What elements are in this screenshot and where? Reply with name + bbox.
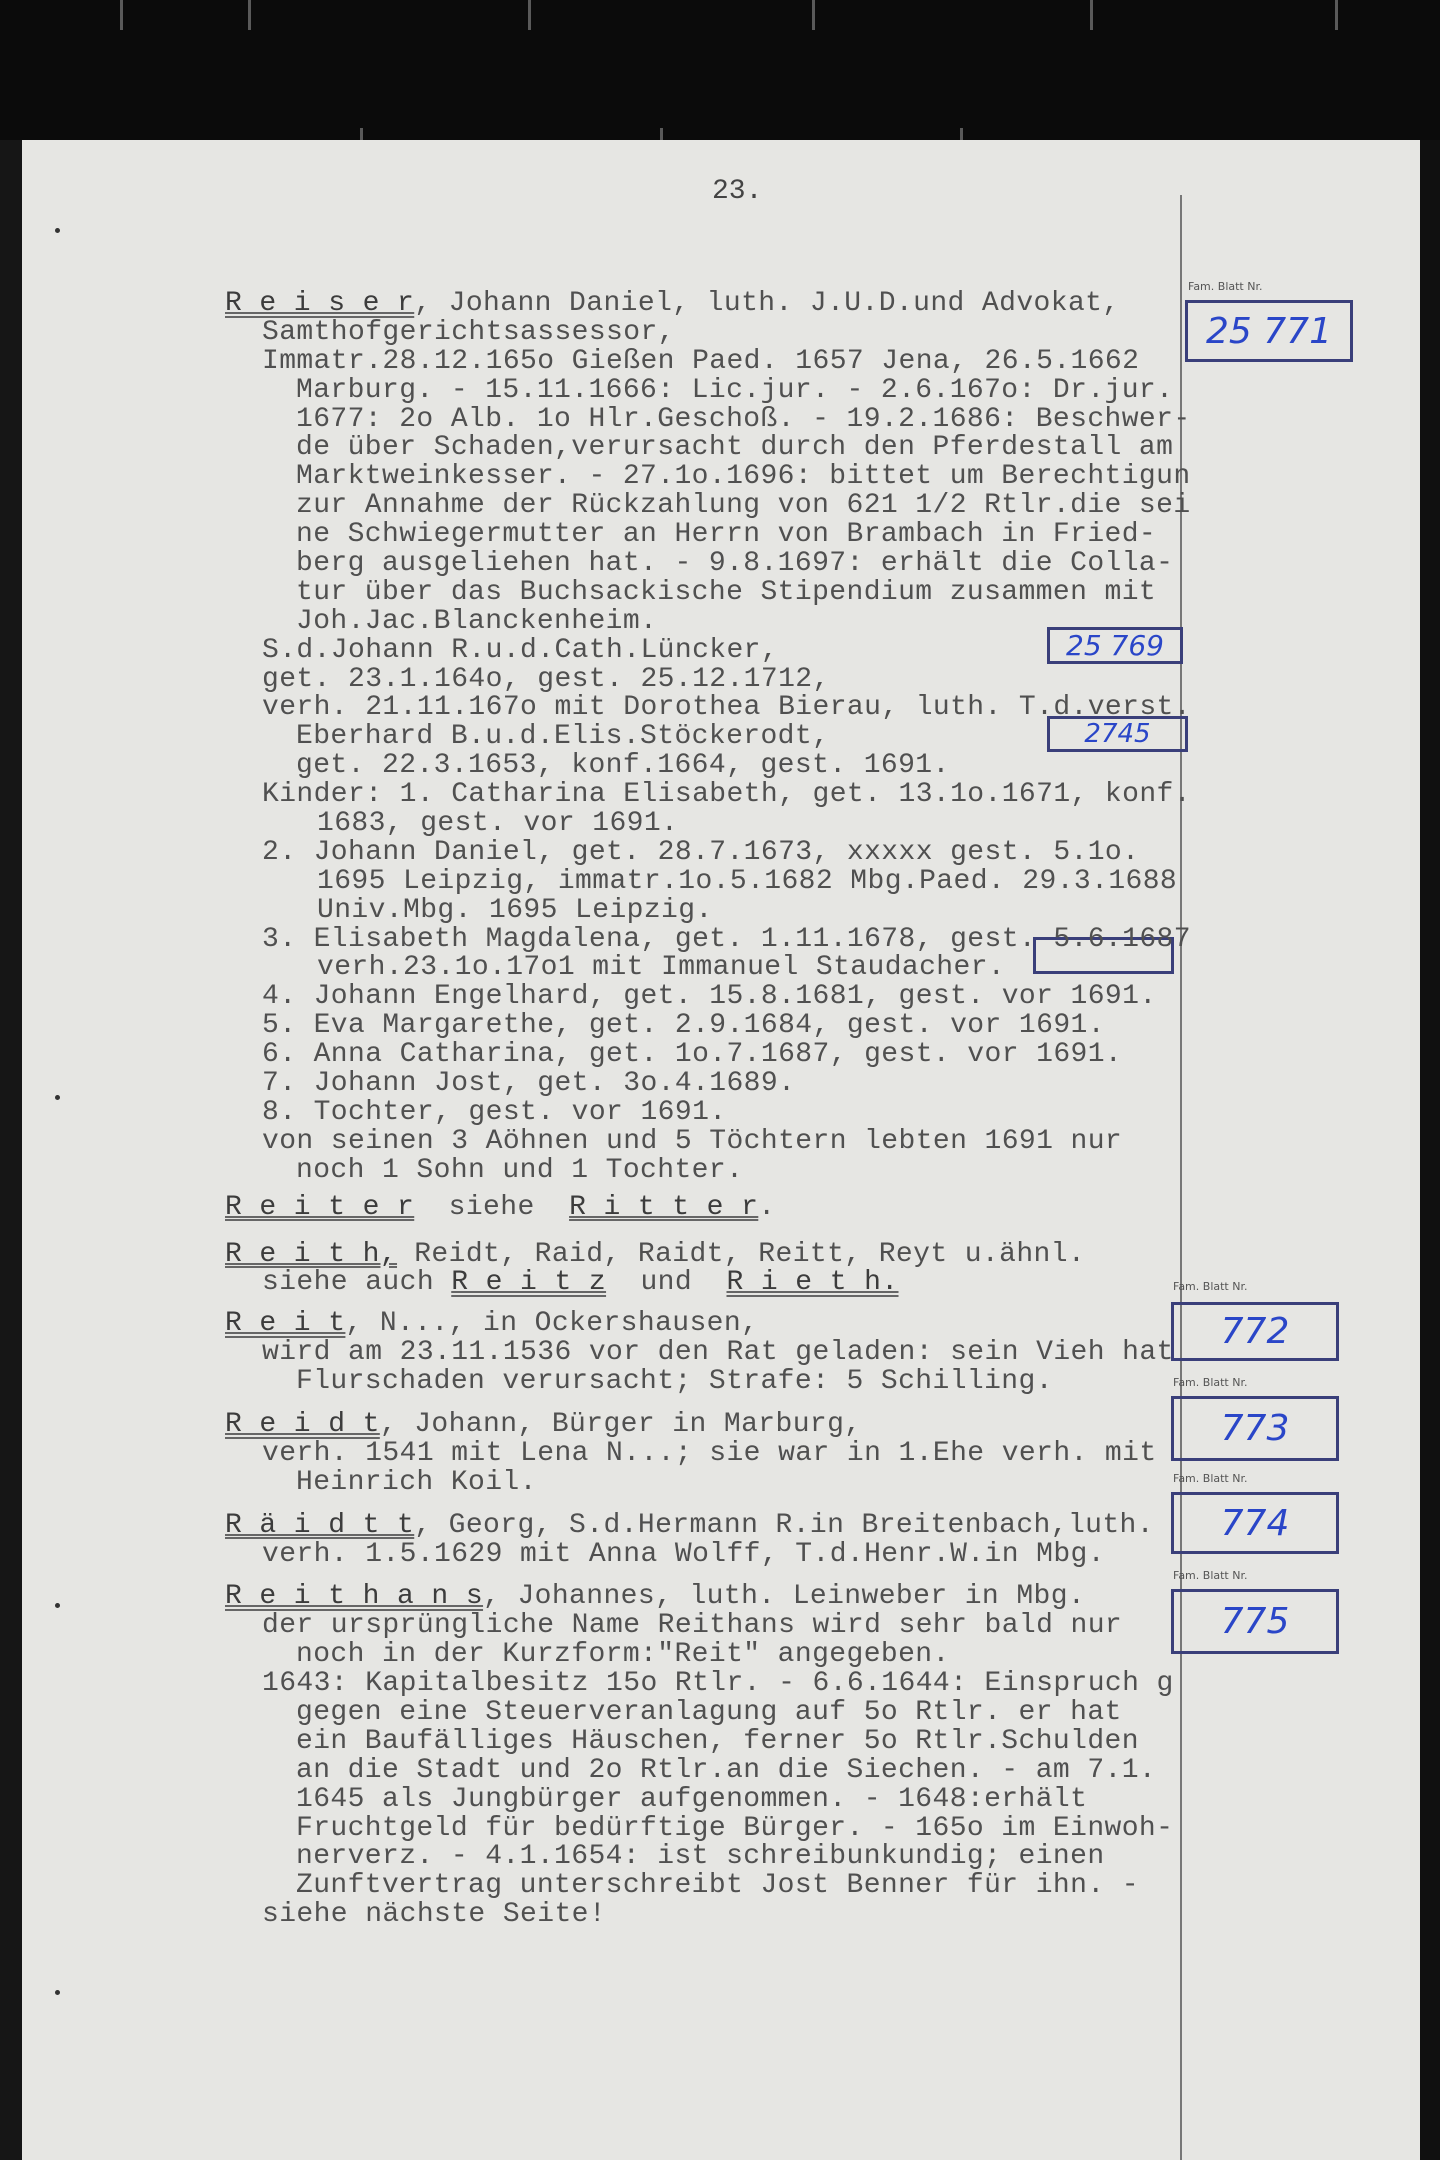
stamp-label: Fam. Blatt Nr. [1173,1569,1248,1582]
text-line: 2. Johann Daniel, get. 28.7.1673, xxxxx gest. 5.1o. [262,836,1140,868]
text-line: get. 23.1.164o, gest. 25.12.1712, [262,663,830,695]
surname: R e i d t [225,1408,380,1440]
text-line: Heinrich Koil. [296,1466,537,1498]
text-line: zur Annahme der Rückzahlung von 621 1/2 Rtlr.die sei [296,490,1191,522]
ruler-tick [248,0,251,30]
text-line: , Johann, Bürger in Marburg, [379,1408,862,1440]
text-line: Marburg. - 15.11.1666: Lic.jur. - 2.6.167o: Dr.jur. [296,374,1174,406]
text-line: nerverz. - 4.1.1654: ist schreibunkundig; einen [296,1841,1105,1873]
text-line: der ursprüngliche Name Reithans wird sehr bald nur [262,1610,1123,1642]
text-line [0,1269,1440,1298]
stamp-label: Fam. Blatt Nr. [1173,1376,1248,1389]
text-line: Joh.Jac.Blanckenheim. [296,605,658,637]
text-line: verh. 21.11.167o mit Dorothea Bierau, luth. T.d.verst. [262,692,1191,724]
page-number: 23. [712,176,763,207]
cross-reference: R i e t h. [726,1267,899,1299]
family-sheet-stamp: 772 [1171,1302,1339,1361]
punch-mark [55,1990,60,1995]
surname: R e i t [225,1308,346,1340]
ruler-tick [1090,0,1093,30]
family-sheet-stamp: 25 771 [1185,300,1353,362]
text-line: Immatr.28.12.165o Gießen Paed. 1657 Jena, 26.5.1662 [262,345,1140,377]
text-line: 1695 Leipzig, immatr.1o.5.1682 Mbg.Paed. 29.3.1688 [317,865,1178,897]
text-line: tur über das Buchsackische Stipendium zusammen mit [296,576,1157,608]
family-sheet-stamp: 773 [1171,1396,1339,1461]
entry-heading [0,1238,1440,1270]
entry-heading [0,1191,1440,1223]
text-line: ne Schwiegermutter an Herrn von Brambach in Fried- [296,519,1157,551]
ruler-tick [1335,0,1338,30]
text-line: und [606,1267,727,1299]
text-line: 1643: Kapitalbesitz 15o Rtlr. - 6.6.1644: Einspruch g [262,1668,1174,1700]
text-line: 6. Anna Catharina, get. 1o.7.1687, gest. vor 1691. [262,1039,1123,1071]
text-line: Samthofgerichtsassessor, [262,316,675,348]
text-line: S.d.Johann R.u.d.Cath.Lüncker, [262,634,779,666]
ruler-tick [960,128,963,140]
ruler-tick [360,128,363,140]
text-line: 8. Tochter, gest. vor 1691. [262,1096,727,1128]
text-line: Eberhard B.u.d.Elis.Stöckerodt, [296,721,830,753]
text-line: 7. Johann Jost, get. 3o.4.1689. [262,1068,796,1100]
text-line: 1645 als Jungbürger aufgenommen. - 1648:erhält [296,1783,1088,1815]
stamp-label: Fam. Blatt Nr. [1188,280,1263,293]
text-line: verh. 1.5.1629 mit Anna Wolff, T.d.Henr.W.in Mbg. [262,1538,1105,1570]
cross-reference: R e i t z [451,1267,607,1299]
surname: R e i t h a n s [225,1581,484,1613]
text-line: an die Stadt und 2o Rtlr.an die Siechen. - am 7.1. [296,1754,1157,1786]
text-line: Reidt, Raid, Raidt, Reitt, Reyt u.ähnl. [397,1238,1086,1270]
family-sheet-stamp: 775 [1171,1589,1339,1654]
text-line: ein Baufälliges Häuschen, ferner 5o Rtlr.Schulden [296,1725,1139,1757]
ruler-tick [660,128,663,140]
ruler-tick [812,0,815,30]
ruler-tick [120,0,123,30]
text-line: verh. 1541 mit Lena N...; sie war in 1.Ehe verh. mit [262,1437,1157,1469]
text-line: , Johannes, luth. Leinweber in Mbg. [483,1581,1086,1613]
text-line: 1683, gest. vor 1691. [317,808,679,840]
text-line: siehe nächste Seite! [262,1899,607,1931]
family-sheet-stamp: 2745 [1047,716,1188,752]
text-line: gegen eine Steuerveranlagung auf 5o Rtlr. er hat [296,1696,1122,1728]
text-line: 3. Elisabeth Magdalena, get. 1.11.1678, gest. 5.6.1687 [262,923,1191,955]
typed-text [0,290,1440,1930]
scanner-background [0,0,1440,140]
text-line: Marktweinkesser. - 27.1o.1696: bittet um Berechtigun [296,461,1191,493]
surname: R e i t h, [225,1238,398,1270]
surname: R e i t e r [225,1191,415,1223]
text-line: von seinen 3 Aöhnen und 5 Töchtern lebten 1691 nur [262,1125,1123,1157]
ruler-tick [528,0,531,30]
text-line: de über Schaden,verursacht durch den Pferdestall am [296,432,1174,464]
text-line: get. 22.3.1653, konf.1664, gest. 1691. [296,750,950,782]
text-line: wird am 23.11.1536 vor den Rat geladen: sein Vieh hat [262,1337,1174,1369]
text-line: , Johann Daniel, luth. J.U.D.und Advokat, [414,288,1120,319]
text-line: siehe auch [262,1267,452,1299]
text-line: 4. Johann Engelhard, get. 15.8.1681, gest. vor 1691. [262,981,1157,1013]
text-line: siehe [414,1191,570,1223]
text-line: Flurschaden verursacht; Strafe: 5 Schilling. [296,1366,1053,1398]
text-line: Univ.Mbg. 1695 Leipzig. [317,894,713,926]
text-line: Fruchtgeld für bedürftige Bürger. - 165o im Einwoh- [296,1812,1174,1844]
entry-heading [0,1408,1440,1440]
text-line: . [758,1191,776,1223]
punch-mark [55,228,60,233]
entry-heading [0,290,1440,319]
entry-heading [0,1310,1440,1339]
stamp-label: Fam. Blatt Nr. [1173,1472,1248,1485]
cross-reference: R i t t e r [569,1191,759,1223]
family-sheet-stamp: 774 [1171,1492,1339,1554]
text-line: verh.23.1o.17o1 mit Immanuel Staudacher. [317,952,1006,984]
entry-heading [0,1583,1440,1612]
text-line: noch 1 Sohn und 1 Tochter. [296,1154,744,1186]
text-line: 5. Eva Margarethe, get. 2.9.1684, gest. vor 1691. [262,1010,1105,1042]
stamp-label: Fam. Blatt Nr. [1173,1280,1248,1293]
text-line: , Georg, S.d.Hermann R.in Breitenbach,luth. [414,1509,1154,1541]
text-line: 1677: 2o Alb. 1o Hlr.Geschoß. - 19.2.1686: Beschwer- [296,403,1191,435]
text-line: noch in der Kurzform:"Reit" angegeben. [296,1639,950,1671]
surname: R e i s e r [225,288,415,319]
text-line: Kinder: 1. Catharina Elisabeth, get. 13.1o.1671, konf. [262,779,1191,811]
text-line: , N..., in Ockershausen, [345,1308,759,1340]
family-sheet-stamp: 25 769 [1047,627,1183,664]
text-line: Zunftvertrag unterschreibt Jost Benner für ihn. - [296,1870,1139,1902]
text-line: berg ausgeliehen hat. - 9.8.1697: erhält die Colla- [296,548,1174,580]
surname: R ä i d t t [225,1509,415,1541]
entry-heading [0,1509,1440,1541]
